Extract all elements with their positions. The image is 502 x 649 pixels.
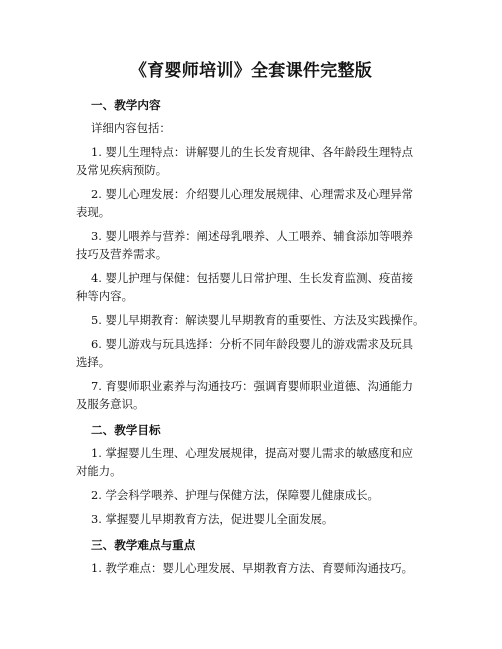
list-item-line: 6. 婴儿游戏与玩具选择：分析不同年龄段婴儿的游戏需求及玩具 — [91, 337, 414, 351]
section-intro — [91, 119, 446, 137]
list-item-line: 及常见疾病预防。 — [76, 163, 168, 177]
list-item-line: 7. 育婴师职业素养与沟通技巧：强调育婴师职业道德、沟通能力 — [91, 379, 414, 393]
list-item-line: 2. 婴儿心理发展：介绍婴儿心理发展规律、心理需求及心理异常 — [91, 187, 414, 201]
list-item — [76, 311, 446, 329]
list-item — [76, 377, 446, 413]
list-item — [76, 559, 446, 577]
section-heading-teaching-goals: 二、教学目标 — [91, 423, 161, 437]
list-item-line: 3. 掌握婴儿早期教育方法，促进婴儿全面发展。 — [91, 512, 334, 526]
list-item — [76, 444, 446, 480]
document-title: 《育婴师培训》全套课件完整版 — [129, 61, 373, 81]
list-item-line: 选择。 — [76, 355, 111, 369]
list-item — [76, 227, 446, 263]
section-heading-teaching-content: 一、教学内容 — [91, 98, 161, 112]
section-heading-difficulties-focus: 三、教学难点与重点 — [91, 538, 196, 552]
list-item-line: 1. 掌握婴儿生理、心理发展规律，提高对婴儿需求的敏感度和应 — [91, 446, 414, 460]
list-item-line: 表现。 — [76, 205, 111, 219]
list-item-line: 1. 教学难点：婴儿心理发展、早期教育方法、育婴师沟通技巧。 — [91, 561, 414, 575]
list-item-line: 4. 婴儿护理与保健：包括婴儿日常护理、生长发育监测、疫苗接 — [91, 271, 414, 285]
list-item-line: 1. 婴儿生理特点：讲解婴儿的生长发育规律、各年龄段生理特点 — [91, 145, 414, 159]
list-item — [76, 143, 446, 179]
list-item-line: 及服务意识。 — [76, 397, 145, 411]
list-item — [76, 486, 446, 504]
list-item-line: 对能力。 — [76, 464, 122, 478]
list-item — [76, 335, 446, 371]
list-item-line: 2. 学会科学喂养、护理与保健方法，保障婴儿健康成长。 — [91, 488, 379, 502]
list-item-line: 种等内容。 — [76, 289, 133, 303]
intro-line: 详细内容包括： — [91, 121, 171, 135]
list-item — [76, 185, 446, 221]
list-item — [76, 510, 446, 528]
document-body — [76, 96, 446, 583]
list-item — [76, 269, 446, 305]
list-item-line: 5. 婴儿早期教育：解读婴儿早期教育的重要性、方法及实践操作。 — [91, 313, 425, 327]
list-item-line: 技巧及营养需求。 — [76, 247, 168, 261]
list-item-line: 3. 婴儿喂养与营养：阐述母乳喂养、人工喂养、辅食添加等喂养 — [91, 229, 414, 243]
